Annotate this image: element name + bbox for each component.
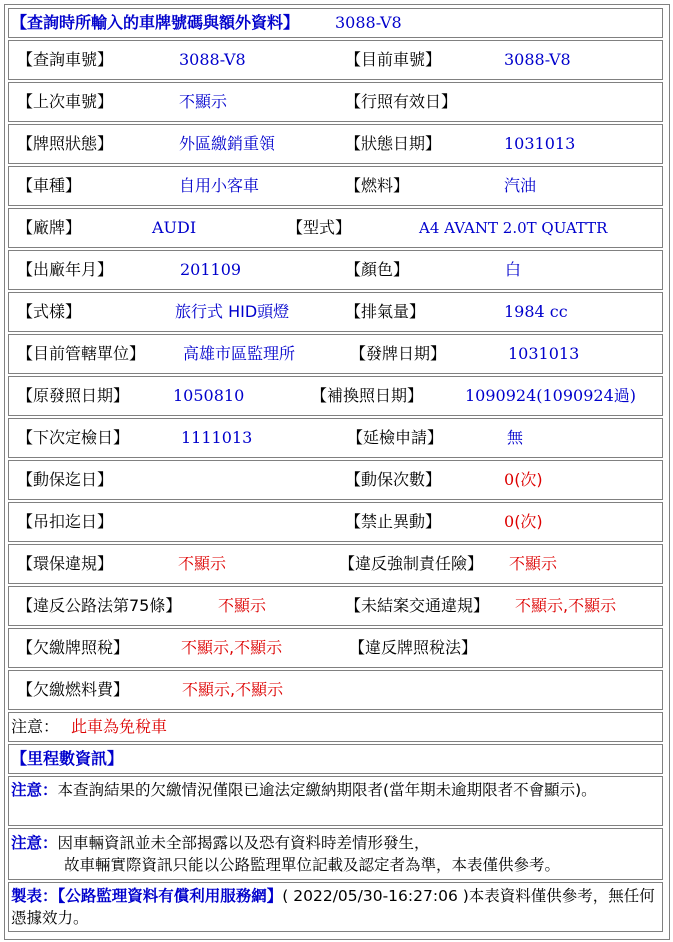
label-suspension-end-date: 【吊扣迄日】 — [17, 512, 114, 531]
value-vehicle-type: 自用小客車 — [179, 176, 260, 195]
label-mortgage-end-date: 【動保迄日】 — [17, 470, 114, 489]
label-inspection-extension: 【延檢申請】 — [347, 428, 444, 447]
value-plate-status: 外區繳銷重領 — [179, 134, 276, 153]
value-inspection-extension: 無 — [507, 428, 524, 447]
value-status-date: 1031013 — [504, 134, 576, 153]
note-overdue-text: 本查詢結果的欠繳情況僅限已逾法定繳納期限者(當年期未逾期限者不會顯示)。 — [57, 781, 597, 799]
query-header-plate: 3088-V8 — [335, 13, 402, 32]
value-highway-act-75: 不顯示 — [218, 596, 267, 615]
value-query-plate: 3088-V8 — [179, 50, 246, 69]
value-body-style: 旅行式 HID頭燈 — [175, 302, 290, 321]
row-next-inspection — [8, 418, 663, 458]
value-manufacture-date: 201109 — [180, 260, 242, 279]
value-displacement: 1984 cc — [504, 302, 568, 321]
mileage-title: 【里程數資訊】 — [11, 749, 124, 768]
tax-exempt-note — [8, 712, 663, 742]
value-brand: AUDI — [152, 218, 197, 237]
label-status-date: 【狀態日期】 — [345, 134, 442, 153]
label-license-valid-date: 【行照有效日】 — [345, 92, 458, 111]
value-unpaid-license-tax: 不顯示,不顯示 — [181, 638, 283, 657]
footer-timestamp: ( 2022/05/30-16:27:06 ) — [282, 887, 469, 905]
label-color: 【顏色】 — [345, 260, 410, 279]
note-overdue-text-block — [11, 779, 657, 801]
note-disclaimer-text-block — [11, 832, 657, 876]
row-jurisdiction — [8, 334, 663, 374]
note-disclaimer — [8, 828, 663, 880]
label-compulsory-insurance: 【違反強制責任險】 — [339, 554, 484, 573]
label-mortgage-count: 【動保次數】 — [345, 470, 442, 489]
value-mortgage-count: 0(次) — [504, 470, 543, 489]
label-unpaid-license-tax: 【欠繳牌照稅】 — [17, 638, 130, 657]
mileage-section — [8, 744, 663, 774]
label-previous-plate: 【上次車號】 — [17, 92, 114, 111]
query-header — [8, 8, 663, 38]
label-open-traffic-violations: 【未結案交通違規】 — [345, 596, 490, 615]
label-displacement: 【排氣量】 — [345, 302, 426, 321]
value-previous-plate: 不顯示 — [179, 92, 228, 111]
tax-exempt-text: 此車為免稅車 — [71, 717, 168, 736]
tax-exempt-label: 注意： — [11, 717, 60, 736]
value-color: 白 — [505, 260, 522, 279]
label-manufacture-date: 【出廠年月】 — [17, 260, 114, 279]
label-unpaid-fuel-fee: 【欠繳燃料費】 — [17, 680, 130, 699]
row-license-tax — [8, 628, 663, 668]
footer-disclaimer: 本表資料僅供參考，無任何憑據效力。 — [11, 887, 655, 927]
value-model: A4 AVANT 2.0T QUATTR — [419, 219, 608, 237]
row-environmental-violation — [8, 544, 663, 584]
label-query-plate: 【查詢車號】 — [17, 50, 114, 69]
note-disclaimer-label: 注意： — [11, 834, 58, 852]
label-jurisdiction: 【目前管轄單位】 — [17, 344, 146, 363]
row-previous-plate — [8, 82, 663, 122]
note-disclaimer-line2: 故車輛實際資訊只能以公路監理單位記載及認定者為準，本表僅供參考。 — [64, 856, 561, 874]
footer-text-block — [11, 885, 657, 929]
value-transfer-ban: 0(次) — [504, 512, 543, 531]
value-environmental-violation: 不顯示 — [178, 554, 227, 573]
label-vehicle-type: 【車種】 — [17, 176, 82, 195]
label-highway-act-75: 【違反公路法第75條】 — [17, 596, 182, 615]
row-highway-act — [8, 586, 663, 626]
query-header-title: 【查詢時所輸入的車牌號碼與額外資料】 — [11, 13, 300, 32]
value-open-traffic-violations: 不顯示,不顯示 — [515, 596, 617, 615]
value-fuel: 汽油 — [504, 176, 537, 195]
value-jurisdiction: 高雄市區監理所 — [183, 344, 296, 363]
label-body-style: 【式樣】 — [17, 302, 82, 321]
value-next-inspection: 1111013 — [181, 428, 253, 447]
value-reissue-date: 1090924(1090924過) — [465, 386, 637, 405]
label-plate-status: 【牌照狀態】 — [17, 134, 114, 153]
row-query-plate — [8, 40, 663, 80]
row-brand — [8, 208, 663, 248]
label-next-inspection: 【下次定檢日】 — [17, 428, 130, 447]
note-disclaimer-line1: 因車輛資訊並未全部揭露以及恐有資料時差情形發生， — [57, 834, 430, 852]
value-original-issue-date: 1050810 — [173, 386, 245, 405]
row-fuel-fee — [8, 670, 663, 710]
row-vehicle-type — [8, 166, 663, 206]
note-overdue-label: 注意： — [11, 781, 58, 799]
note-overdue — [8, 776, 663, 826]
value-current-plate: 3088-V8 — [504, 50, 571, 69]
row-plate-status — [8, 124, 663, 164]
value-unpaid-fuel-fee: 不顯示,不顯示 — [182, 680, 284, 699]
label-license-tax-violation: 【違反牌照稅法】 — [349, 638, 478, 657]
label-current-plate: 【目前車號】 — [345, 50, 442, 69]
label-fuel: 【燃料】 — [345, 176, 410, 195]
row-suspension — [8, 502, 663, 542]
row-body-style — [8, 292, 663, 332]
label-original-issue-date: 【原發照日期】 — [17, 386, 130, 405]
report-footer — [8, 882, 663, 932]
row-chattel-mortgage — [8, 460, 663, 500]
label-environmental-violation: 【環保違規】 — [17, 554, 114, 573]
label-brand: 【廠牌】 — [17, 218, 82, 237]
value-compulsory-insurance: 不顯示 — [509, 554, 558, 573]
footer-label: 製表： — [11, 887, 58, 905]
label-issue-date: 【發牌日期】 — [350, 344, 447, 363]
label-transfer-ban: 【禁止異動】 — [345, 512, 442, 531]
label-reissue-date: 【補換照日期】 — [311, 386, 424, 405]
footer-source-link[interactable]: 【公路監理資料有償利用服務網】 — [57, 887, 283, 905]
row-original-issue-date — [8, 376, 663, 416]
row-manufacture-date — [8, 250, 663, 290]
label-model: 【型式】 — [287, 218, 352, 237]
value-issue-date: 1031013 — [508, 344, 580, 363]
